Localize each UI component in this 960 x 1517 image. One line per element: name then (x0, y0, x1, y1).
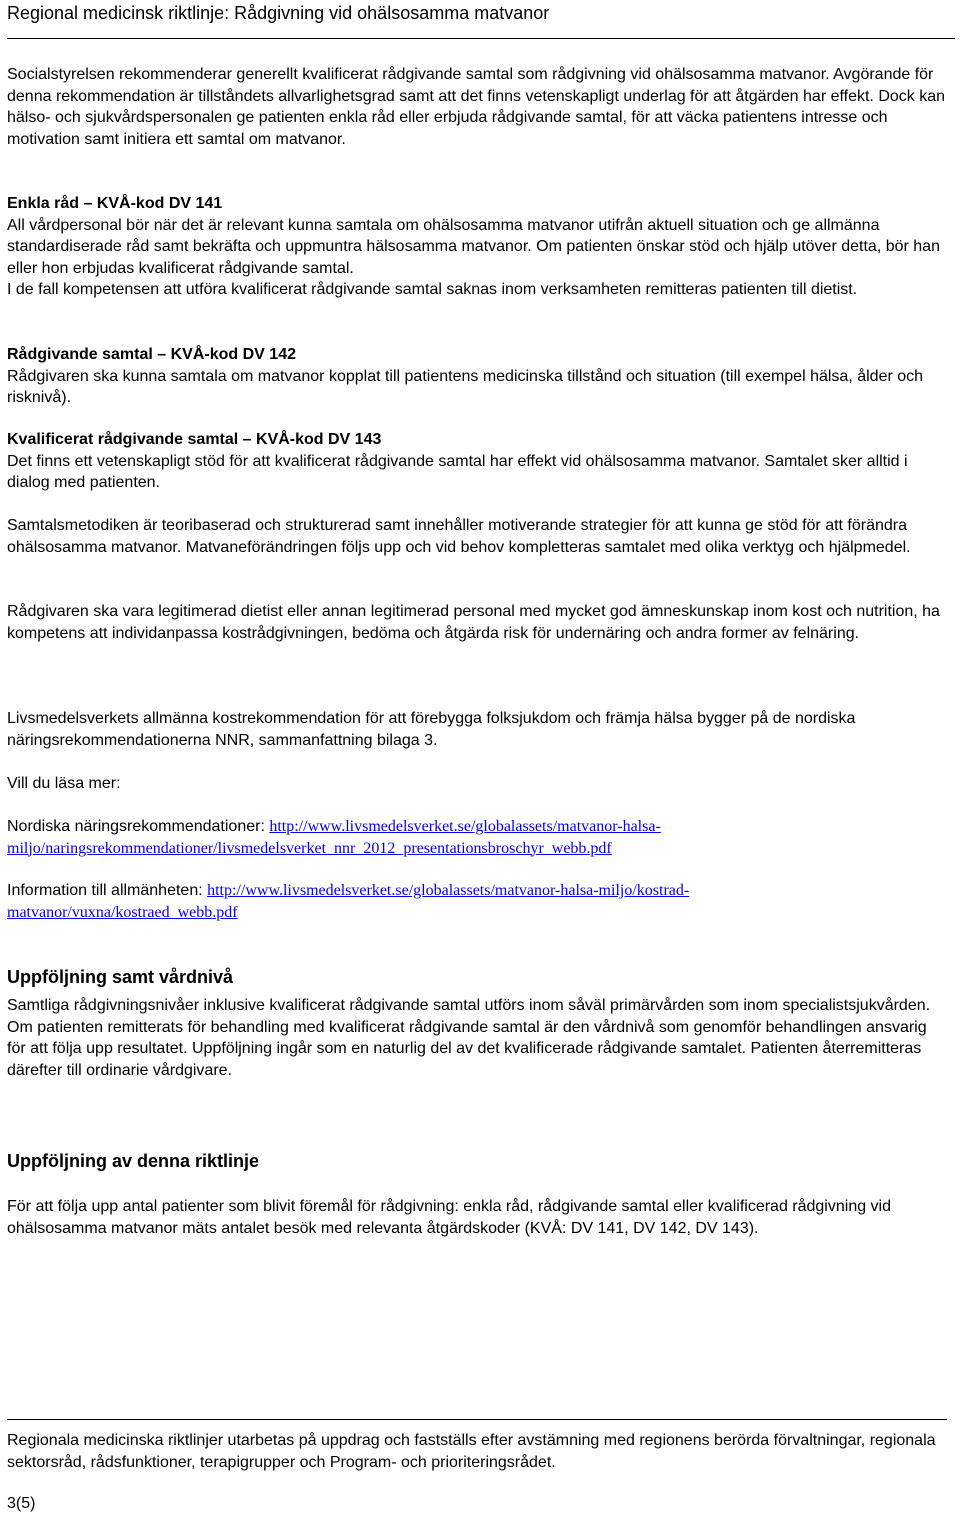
page-header-title: Regional medicinsk riktlinje: Rådgivning vid ohälsosamma matvanor (7, 3, 550, 23)
radgivande-section (7, 344, 947, 409)
header-rule (7, 38, 955, 39)
enkla-rad-paragraph-1: All vårdpersonal bör när det är relevant kunna samtala om ohälsosamma matvanor utifrån aktuell situation och ge allmänna standardiserade råd samt bekräfta och uppmuntra hälsosamma matvanor. Om patienten önskar stöd och hjälp utöver detta, bör han eller hon erbjudas kvalificerat rådgivande samtal. (7, 216, 940, 277)
uppfoljning-vardniva-heading: Uppföljning samt vårdnivå (7, 967, 234, 987)
uppfoljning-riktlinje-section (7, 1149, 947, 1173)
footer-section (7, 1430, 947, 1473)
uppfoljning-vardniva-paragraph-2: Om patienten remitterats för behandling med kvalificerat rådgivande samtal är den vårdnivå som genomför behandlingen ansvarig för att följa upp resultatet. Uppföljning ingår som en naturlig del av det kvalificerade rådgivande samtalet. Patienten återremitteras därefter till ordinarie vårdgivare. (7, 1018, 927, 1079)
link2-section (7, 880, 947, 923)
link1-section (7, 816, 947, 859)
enkla-rad-heading: Enkla råd – KVÅ-kod DV 141 (7, 195, 223, 212)
link2-label: Information till allmänheten: (7, 882, 208, 899)
radgivaren-section (7, 601, 947, 644)
uppfoljning-riktlinje-body (7, 1196, 947, 1239)
nnr-link-part-1[interactable]: http://www.livsmedelsverket.se/globalassets/matvanor-halsa- (269, 818, 661, 835)
footer-rule (7, 1419, 947, 1420)
uppfoljning-vardniva-body (7, 995, 947, 1081)
uppfoljning-riktlinje-heading: Uppföljning av denna riktlinje (7, 1151, 260, 1171)
samtalsmetodik-section (7, 515, 947, 558)
kostrad-link-part-1[interactable]: http://www.livsmedelsverket.se/globalassets/matvanor-halsa-miljo/kostrad- (207, 882, 690, 899)
kvalificerat-paragraph-1: Det finns ett vetenskapligt stöd för att kvalificerat rådgivande samtal har effekt vid ohälsosamma matvanor. Samtalet sker alltid i dialog med patienten. (7, 452, 908, 491)
intro-paragraph: Socialstyrelsen rekommenderar generellt kvalificerat rådgivande samtal som rådgivning vid ohälsosamma matvanor. Avgörande för denna rekommendation är tillståndets allvarlighetsgrad samt att det finns vetenskapligt underlag för att åtgärden har effekt. Dock kan hälso- och sjukvårdspersonalen ge patienten enkla råd eller erbjuda rådgivande samtal, för att väcka patientens intresse och motivation samt initiera ett samtal om matvanor. (7, 66, 946, 148)
kvalificerat-paragraph-3: Rådgivaren ska vara legitimerad dietist eller annan legitimerad personal med mycket god ämneskunskap inom kost och nutrition, ha kompetens att individanpassa kostrådgivningen, bedöma och åtgärda risk för undernäring och andra former av felnäring. (7, 603, 940, 642)
nnr-link-part-2[interactable]: miljo/naringsrekommendationer/livsmedelsverket_nnr_2012_presentationsbroschyr_webb.pdf (7, 839, 612, 857)
page-number: 3(5) (7, 1495, 36, 1512)
uppfoljning-vardniva-paragraph-1: Samtliga rådgivningsnivåer inklusive kvalificerat rådgivande samtal utförs inom såväl primärvården som inom specialistsjukvården. (7, 997, 931, 1014)
enkla-rad-paragraph-2: I de fall kompetensen att utföra kvalificerat rådgivande samtal saknas inom verksamheten remitteras patienten till dietist. (7, 281, 858, 298)
read-more-label: Vill du läsa mer: (7, 775, 121, 792)
link1-label: Nordiska näringsrekommendationer: (7, 818, 270, 835)
kvalificerat-section (7, 429, 947, 494)
footer-text: Regionala medicinska riktlinjer utarbetas på uppdrag och fastställs efter avstämning med regionens berörda förvaltningar, regionala sektorsråd, rådsfunktioner, terapigrupper och Program- och prioriteringsrådet. (7, 1432, 936, 1471)
kostrad-link-part-2[interactable]: matvanor/vuxna/kostraed_webb.pdf (7, 903, 238, 921)
livsmedel-section (7, 708, 947, 751)
intro-section (7, 64, 947, 150)
kvalificerat-paragraph-2: Samtalsmetodiken är teoribaserad och strukturerad samt innehåller motiverande strategier för att kunna ge stöd för att förändra ohälsosamma matvanor. Matvaneförändringen följs upp och vid behov kompletteras samtalet med olika verktyg och hjälpmedel. (7, 517, 911, 556)
page-number-section (7, 1493, 947, 1515)
uppfoljning-vardniva-section (7, 965, 947, 989)
kvalificerat-heading: Kvalificerat rådgivande samtal – KVÅ-kod DV 143 (7, 431, 382, 448)
uppfoljning-riktlinje-paragraph: För att följa upp antal patienter som blivit föremål för rådgivning: enkla råd, rådgivande samtal eller kvalificerad rådgivning vid ohälsosamma matvanor mäts antalet besök med relevanta åtgärdskoder (KVÅ: DV 141, DV 142, DV 143). (7, 1198, 892, 1237)
livsmedel-paragraph: Livsmedelsverkets allmänna kostrekommendation för att förebygga folksjukdom och främja hälsa bygger på de nordiska näringsrekommendationerna NNR, sammanfattning bilaga 3. (7, 710, 856, 749)
enkla-rad-section (7, 193, 947, 301)
radgivande-paragraph: Rådgivaren ska kunna samtala om matvanor kopplat till patientens medicinska tillstånd och situation (till exempel hälsa, ålder och risknivå). (7, 367, 924, 406)
read-more-section (7, 773, 947, 795)
radgivande-heading: Rådgivande samtal – KVÅ-kod DV 142 (7, 346, 296, 363)
